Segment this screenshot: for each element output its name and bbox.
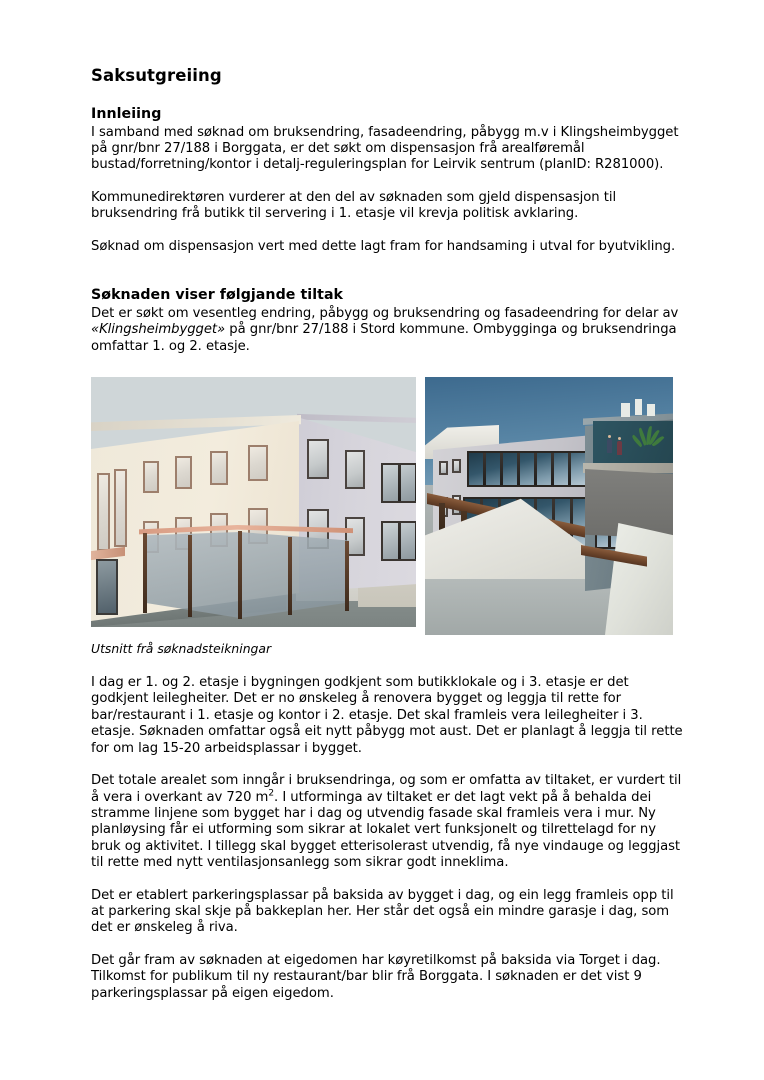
paragraph-innleiing-1: I samband med søknad om bruksendring, fasadeendring, påbygg m.v i Klingsheimbygget på gnr/bnr 27/188 i Borggata, er det søkt om dispensasjon frå arealføremål bustad/forretning/kontor i detalj-reguleringsplan for Leirvik sentrum (planID: R281000). [91,124,679,173]
mullion [517,453,520,485]
figure-rear-terrace-rendering [425,377,673,635]
figure-bottom-spacer [91,657,684,675]
square-metre-superscript: 2 [268,788,275,799]
window [175,456,192,489]
terrace-plant [635,425,657,447]
paragraph-tiltak-1: I dag er 1. og 2. etasje i bygningen godkjent som butikklokale og i 3. etasje er det godkjent leilegheiter. Det er no ønskeleg å renovera bygget og leggja til rette for bar/restaurant i 1. etasje og kontor i 2. etasje. Det skal framleis vera leilegheiter i 3. etasje. Søknaden omfattar også eit nytt påbygg mot aust. Det er planlagt å leggja til rette for om lag 15-20 arbeidsplassar i bygget. [91,675,683,756]
page-title: Saksutgreiing [91,66,222,85]
ribbon-glazing-upper [381,463,416,503]
mullion [551,453,554,485]
window [248,445,268,481]
roof-vent [621,403,630,417]
window [345,450,365,489]
paragraph-innleiing-2: Kommunedirektøren vurderer at den del av søknaden som gjeld dispensasjon til bruksendring frå butikk til servering i 1. etasje vil krevja politisk avklaring. [91,189,617,222]
figure-group [91,377,686,635]
building-name-italic: «Klingsheimbygget» [91,322,226,338]
figure-street-corner-rendering [91,377,416,627]
mullion [415,465,416,501]
mullion [398,523,401,559]
paragraph-innleiing-3: Søknad om dispensasjon vert med dette lagt fram for handsaming i utval for byutvikling. [91,238,676,254]
terrace-back-wall [593,421,673,469]
rear-terrace-scene [425,377,673,635]
window [307,439,329,479]
mullion [398,465,401,501]
tiltak-intro-after: på gnr/bnr 27/188 i Stord kommune. Ombygginga og bruksendringa omfattar 1. og 2. etasje. [91,322,677,354]
section-heading-innleiing: Innleiing [91,105,162,122]
person-figure [617,441,622,455]
mullion [483,453,486,485]
window [439,461,448,475]
paragraph-tiltak-3: Det går fram av søknaden at eigedomen har køyretilkomst på baksida via Torget i dag. Tilkomst for publikum til ny restaurant/bar blir frå Borggata. I søknaden er det vist 9 parkeringsplassar på eigen eigedom. [91,952,661,1001]
street-corner-scene [91,377,416,627]
roof-vent [647,404,655,416]
areal-before-sup: Det totale arealet som inngår i bruksendringa, og som er omfatta av tiltaket, er vurdert til å vera i overkant av 720 m [91,773,682,805]
window [210,451,228,485]
roof-vent [635,399,642,415]
paragraph-areal [91,773,684,871]
section-spacer [91,271,684,287]
entrance-door [96,559,118,615]
curtain-wall-upper [467,451,589,487]
window [143,461,159,493]
pavilion-post [188,535,192,617]
ribbon-glazing-lower [381,521,416,561]
person-figure [607,439,612,453]
mullion [534,453,537,485]
pavilion-post [238,531,242,619]
pavilion-post [143,533,147,613]
figure-caption: Utsnitt frå søknadsteikningar [91,640,272,656]
stair-window [97,473,110,551]
areal-after-sup: . I utforminga av tiltaket er det lagt vekt på å behalda dei stramme linjene som bygget har i dag og utvendig fasade skal framleis vera i mur. Ny planløysing får ei utforming som sikrar at lokalet vert funksjonelt og tilrettelagd for ny bruk og aktivitet. I tillegg skal bygget etterisolerast utvendig, få nye vindauge og leggjast til rette med nytt ventilasjonsanlegg som sikrar godt inneklima. [91,789,681,871]
mullion [415,523,416,559]
paragraph-tiltak-2: Det er etablert parkeringsplassar på baksida av bygget i dag, og ein legg framleis opp til at parkering skal skje på bakkeplan her. Her står det også ein mindre garasje i dag, som det er ønskeleg å riva. [91,887,674,936]
paragraph-tiltak-intro [91,306,684,355]
pavilion-post [288,537,292,615]
pavilion-post [345,541,349,611]
tiltak-intro-before: Det er søkt om vesentleg endring, påbygg og bruksendring og fasadeendring for delar av [91,305,679,321]
mullion [500,453,503,485]
ground-floor-glazing [143,532,349,618]
stair-window [114,469,127,547]
window [452,459,461,473]
section-heading-tiltak: Søknaden viser følgjande tiltak [91,286,344,303]
mullion [568,453,571,485]
